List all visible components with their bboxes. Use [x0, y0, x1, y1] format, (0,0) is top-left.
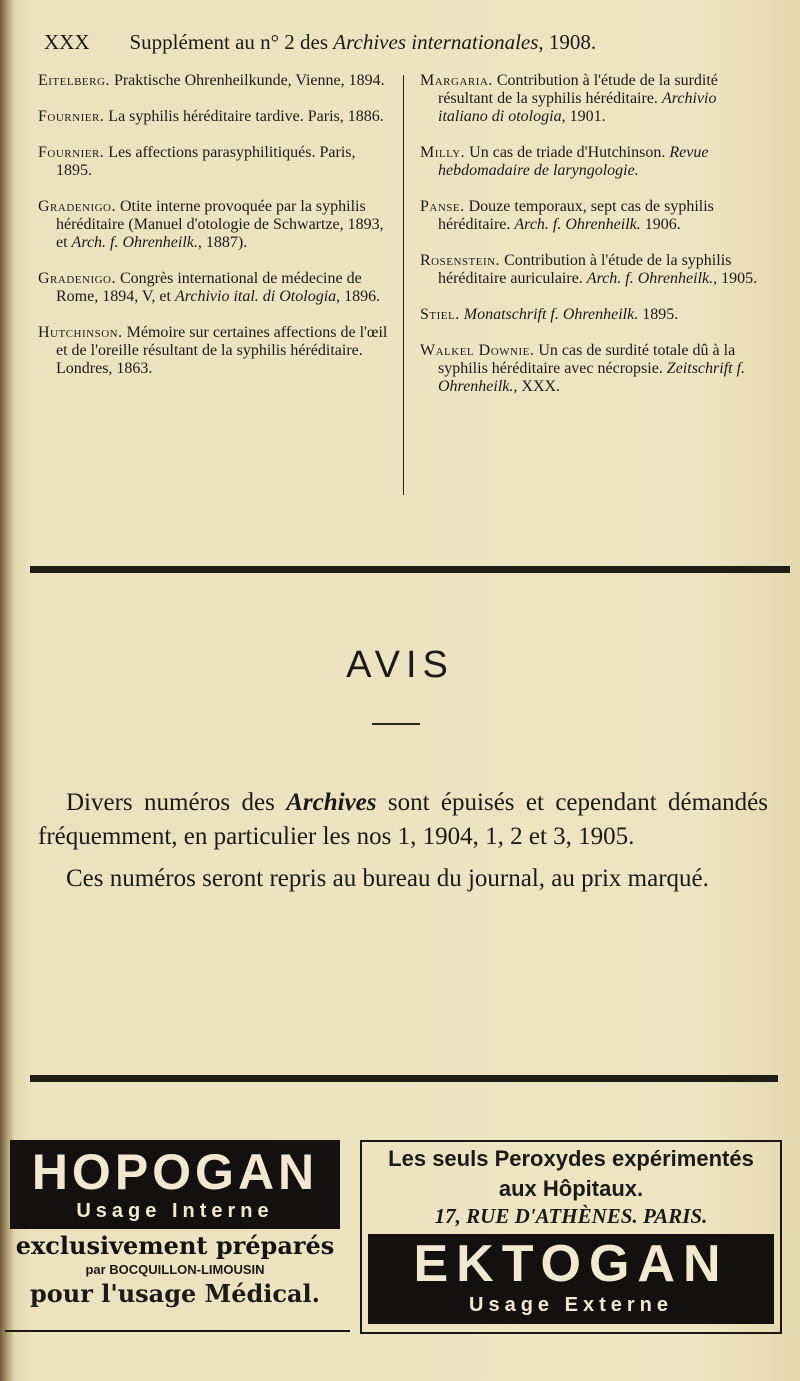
ektogan-brand: EKTOGAN [413, 1235, 729, 1293]
hopogan-usage: Usage Interne [76, 1200, 274, 1222]
reference [420, 306, 770, 324]
ref-after: 1895. [638, 306, 679, 323]
avis-text-post: sont épuisés et cependant démandés fréquemment, en particulier les nos 1, 1904, 1, 2 et 3, 1905. [38, 789, 769, 850]
reference [38, 270, 393, 306]
ref-text: Un cas de surdité totale dû à la syphilis héréditaire avec nécropsie. [438, 342, 736, 377]
ref-journal: Monatschrift f. Ohrenheilk. [463, 306, 639, 323]
reference [38, 198, 393, 252]
ref-author: Milly. [420, 144, 466, 161]
ref-author: Fournier. [38, 108, 105, 125]
ref-journal: Arch. f. Ohrenheilk. [514, 216, 641, 233]
ref-author: Eitelberg. [38, 72, 110, 89]
hopogan-ad [0, 1140, 350, 1308]
ref-journal: Archivio ital. di Otologia [174, 288, 337, 305]
hopogan-banner [10, 1140, 340, 1229]
ektogan-banner [368, 1234, 774, 1324]
ref-text: Praktische Ohrenheilkunde, Vienne, 1894. [109, 72, 385, 89]
ref-author: Rosenstein. [420, 252, 501, 269]
ref-journal: Archivio italiano di otologia [438, 90, 717, 125]
ref-journal: Revue hebdomadaire de laryngologie. [438, 144, 709, 179]
references-right-column [420, 72, 770, 414]
advertisements [0, 1140, 800, 1350]
reference [420, 144, 770, 180]
ref-after: , 1887). [197, 234, 248, 251]
peroxy-line1: Les seuls Peroxydes expérimentés [388, 1146, 754, 1171]
pour-text: pour l'usage Médical. [30, 1279, 320, 1308]
ref-author: Stiel. [420, 306, 460, 323]
address: 17, RUE D'ATHÈNES. PARIS. [434, 1204, 708, 1228]
ref-journal: Zeitschrift f. Ohrenheilk. [438, 360, 746, 395]
ad-underline [5, 1330, 350, 1332]
ref-journal: Arch. f. Ohrenheilk. [71, 234, 198, 251]
ref-text: Congrès international de médecine de Rome, 1894, V, et [56, 270, 362, 305]
reference [420, 342, 770, 396]
ref-after: , 1905. [713, 270, 758, 287]
ref-author: Hutchinson. [38, 324, 123, 341]
title-dash [372, 723, 420, 725]
ref-text: Otite interne provoquée par la syphilis héréditaire (Manuel d'otologie de Schwartze, 1893, et [56, 198, 384, 251]
ref-author: Panse. [420, 198, 465, 215]
ref-text: Douze temporaux, sept cas de syphilis héréditaire. [438, 198, 714, 233]
reference [420, 252, 770, 288]
header-title-post: , 1908. [538, 30, 597, 54]
ref-author: Gradenigo. [38, 198, 116, 215]
section-rule-bottom [30, 1075, 778, 1082]
header-title-pre: Supplément au n° 2 des [129, 30, 334, 54]
ektogan-ad [360, 1140, 782, 1334]
ref-text: Mémoire sur certaines affections de l'œil et de l'oreille résultant de la syphilis héréditaire. Londres, 1863. [56, 324, 388, 377]
ref-text: Contribution à l'étude de la syphilis héréditaire auriculaire. [438, 252, 732, 287]
page-header [44, 30, 764, 55]
ref-after: , 1896. [336, 288, 381, 305]
page-number: XXX [44, 30, 90, 54]
ref-after: , 1901. [561, 108, 606, 125]
avis-title: AVIS [346, 644, 454, 686]
ref-after: , XXX. [513, 378, 561, 395]
avis-paragraph: Ces numéros seront repris au bureau du journal, au prix marqué. [66, 865, 709, 892]
avis-paragraph [38, 786, 768, 854]
section-rule-top [30, 566, 790, 573]
reference [38, 324, 393, 378]
ref-author: Fournier. [38, 144, 105, 161]
avis-body [38, 786, 768, 904]
ref-author: Gradenigo. [38, 270, 116, 287]
reference [420, 198, 770, 234]
peroxy-line2: aux Hôpitaux. [498, 1176, 644, 1201]
ref-text: La syphilis héréditaire tardive. Paris, 1886. [104, 108, 384, 125]
header-title-journal: Archives internationales [333, 30, 539, 54]
ektogan-usage: Usage Externe [469, 1294, 673, 1316]
ref-after: 1906. [640, 216, 681, 233]
exclusif-text: exclusivement préparés [15, 1231, 335, 1260]
ref-text: Contribution à l'étude de la surdité résultant de la syphilis héréditaire. [438, 72, 718, 107]
reference [38, 108, 393, 126]
ref-journal: Arch. f. Ohrenheilk. [586, 270, 714, 287]
maker-text: par BOCQUILLON-LIMOUSIN [85, 1262, 265, 1277]
hopogan-brand: HOPOGAN [31, 1144, 319, 1200]
ref-author: Margaria. [420, 72, 493, 89]
references-left-column [38, 72, 393, 396]
ref-text: Les affections parasyphilitiqués. Paris, 1895. [56, 144, 356, 179]
avis-text-pre: Divers numéros des [66, 789, 287, 816]
reference [420, 72, 770, 126]
reference [38, 72, 393, 90]
archives-name: Archives [286, 789, 377, 816]
column-divider [403, 75, 404, 495]
ref-text: Un cas de triade d'Hutchinson. [465, 144, 670, 161]
ref-author: Walkel Downie. [420, 342, 535, 359]
reference [38, 144, 393, 180]
